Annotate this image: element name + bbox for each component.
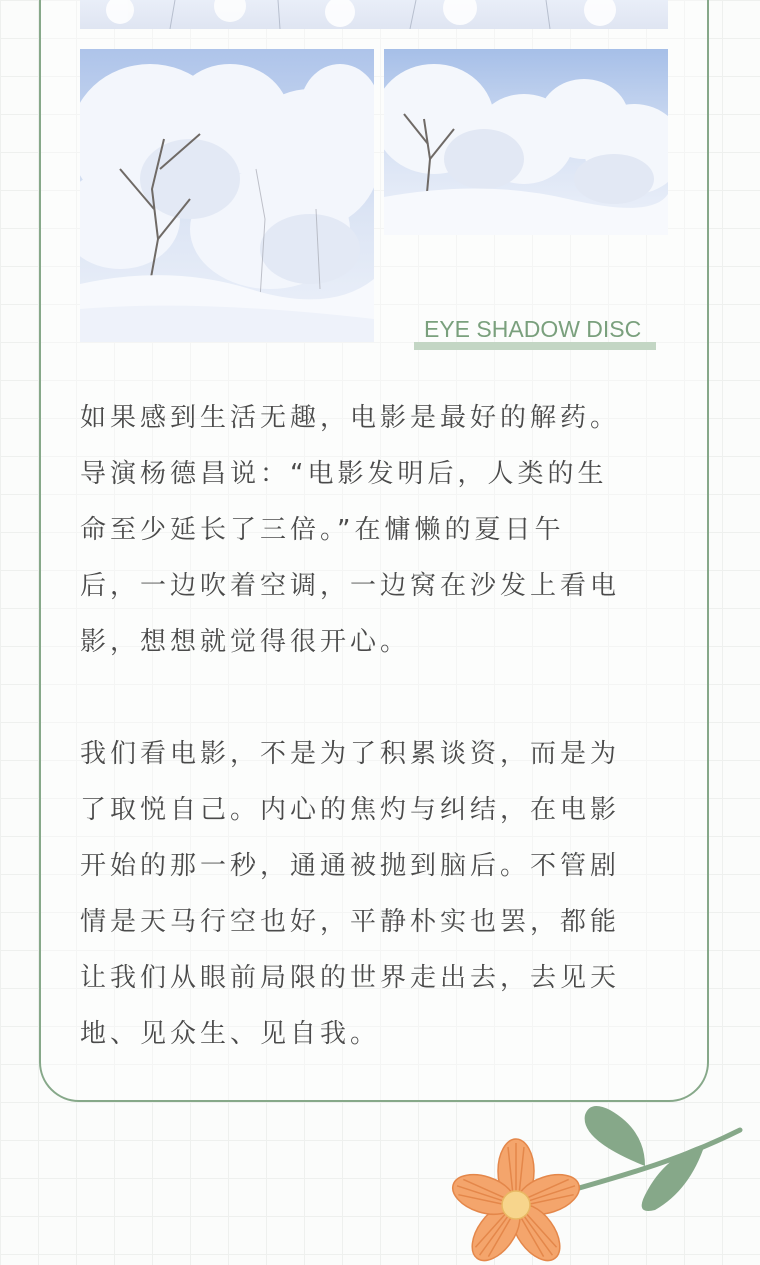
paragraph-line: 情是天马行空也好，平静朴实也罢，都能 bbox=[80, 907, 621, 937]
snow-photo-right bbox=[384, 49, 668, 235]
paragraph-line: 后，一边吹着空调，一边窝在沙发上看电 bbox=[80, 571, 621, 601]
paragraph-line: 我们看电影，不是为了积累谈资，而是为 bbox=[80, 739, 621, 769]
paragraph-line: 命至少延长了三倍。”在慵懒的夏日午 bbox=[80, 515, 565, 545]
paragraph-line: 让我们从眼前局限的世界走出去，去见天 bbox=[80, 963, 621, 993]
paragraph-1 bbox=[80, 390, 680, 670]
paragraph-line: 地、见众生、见自我。 bbox=[80, 1019, 381, 1049]
paragraph-2 bbox=[80, 726, 680, 1062]
paragraph-line: 了取悦自己。内心的焦灼与纠结，在电影 bbox=[80, 795, 621, 825]
paragraph-line: 开始的那一秒，通通被抛到脑后。不管剧 bbox=[80, 851, 621, 881]
snow-photo-top bbox=[80, 0, 668, 29]
caption-text: EYE SHADOW DISC bbox=[424, 316, 642, 342]
snow-photo-left bbox=[80, 49, 374, 342]
paragraph-line: 如果感到生活无趣，电影是最好的解药。 bbox=[80, 403, 621, 433]
caption-highlight-bar bbox=[414, 342, 656, 350]
paragraph-line: 影，想想就觉得很开心。 bbox=[80, 627, 411, 657]
paragraph-line: 导演杨德昌说：“电影发明后，人类的生 bbox=[80, 459, 608, 489]
flower-decoration-icon bbox=[440, 1100, 760, 1265]
caption-block bbox=[414, 316, 658, 350]
